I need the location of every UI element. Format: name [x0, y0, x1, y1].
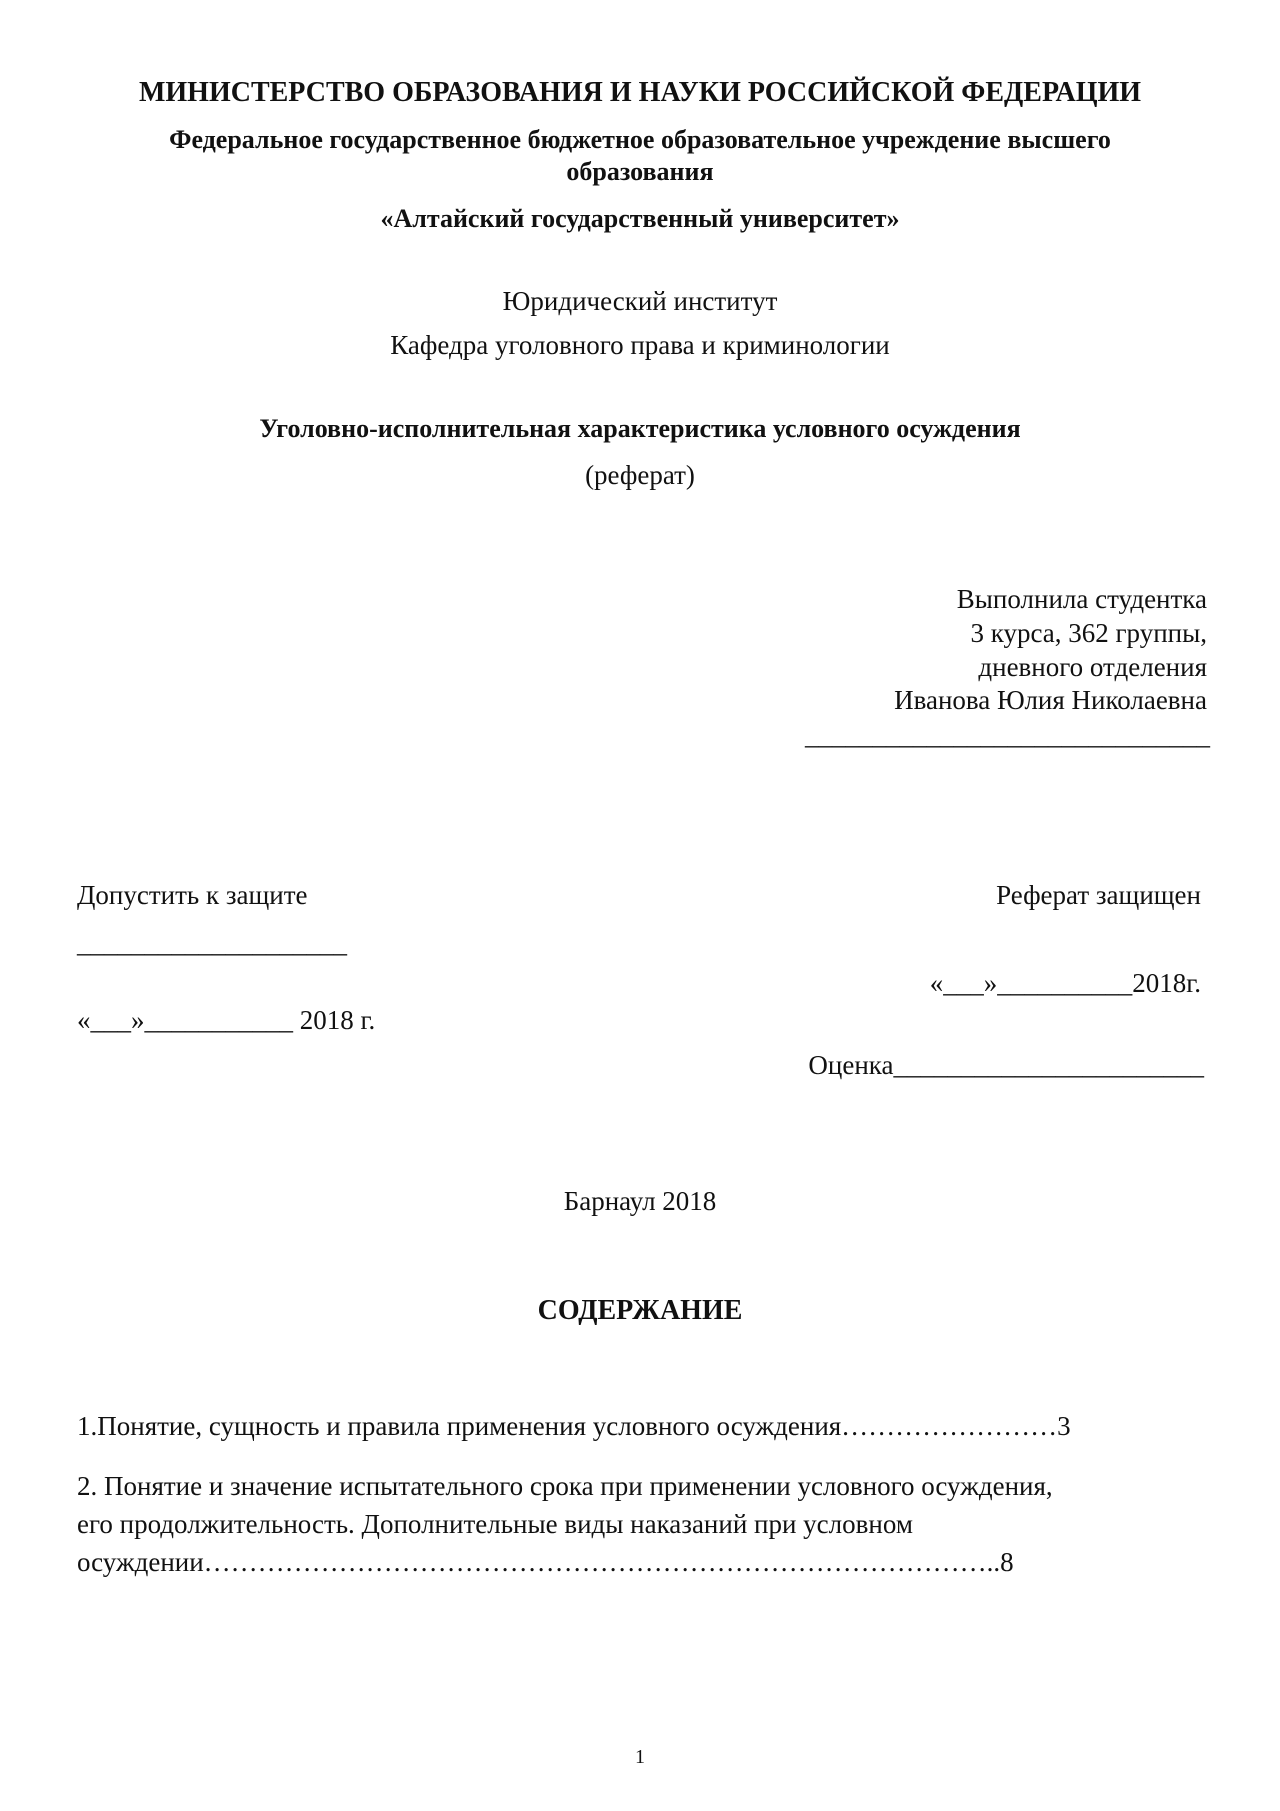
grade-line: Оценка_______________________ [808, 1050, 1204, 1080]
author-line1: Выполнила студентка [956, 584, 1207, 614]
toc-item-1: 1.Понятие, сущность и правила применения условного осуждения……………………3 [77, 1411, 1071, 1441]
author-signature-line: ______________________________ [805, 720, 1210, 750]
work-type: (реферат) [585, 460, 695, 490]
toc-item-2-line3: осуждении……………………………………………………………………………..8 [77, 1547, 1014, 1577]
author-line2: 3 курса, 362 группы, [970, 618, 1207, 648]
admit-label: Допустить к защите [77, 880, 308, 910]
city-year: Барнаул 2018 [563, 1186, 717, 1216]
work-title: Уголовно-исполнительная характеристика условного осуждения [259, 414, 1021, 443]
ministry-title: МИНИСТЕРСТВО ОБРАЗОВАНИЯ И НАУКИ РОССИЙСКОЙ ФЕДЕРАЦИИ [138, 77, 1142, 108]
university-name: «Алтайский государственный университет» [380, 204, 900, 233]
contents-heading: СОДЕРЖАНИЕ [537, 1295, 743, 1326]
toc-item-2-line2: его продолжительность. Дополнительные виды наказаний при условном [77, 1509, 913, 1539]
admit-date: «___»___________ 2018 г. [77, 1005, 376, 1035]
institute-name: Юридический институт [502, 286, 778, 316]
author-name: Иванова Юлия Николаевна [894, 685, 1207, 715]
defended-label: Реферат защищен [996, 880, 1201, 910]
admit-signature-line: ____________________ [77, 928, 347, 958]
institution-line2: образования [566, 157, 714, 186]
institution-line1: Федеральное государственное бюджетное образовательное учреждение высшего [169, 125, 1111, 154]
toc-item-2-line1: 2. Понятие и значение испытательного срока при применении условного осуждения, [77, 1471, 1053, 1501]
department-name: Кафедра уголовного права и криминологии [390, 330, 890, 360]
author-line3: дневного отделения [978, 652, 1207, 682]
defended-date: «___»__________2018г. [929, 968, 1201, 998]
page-number: 1 [635, 1746, 645, 1768]
